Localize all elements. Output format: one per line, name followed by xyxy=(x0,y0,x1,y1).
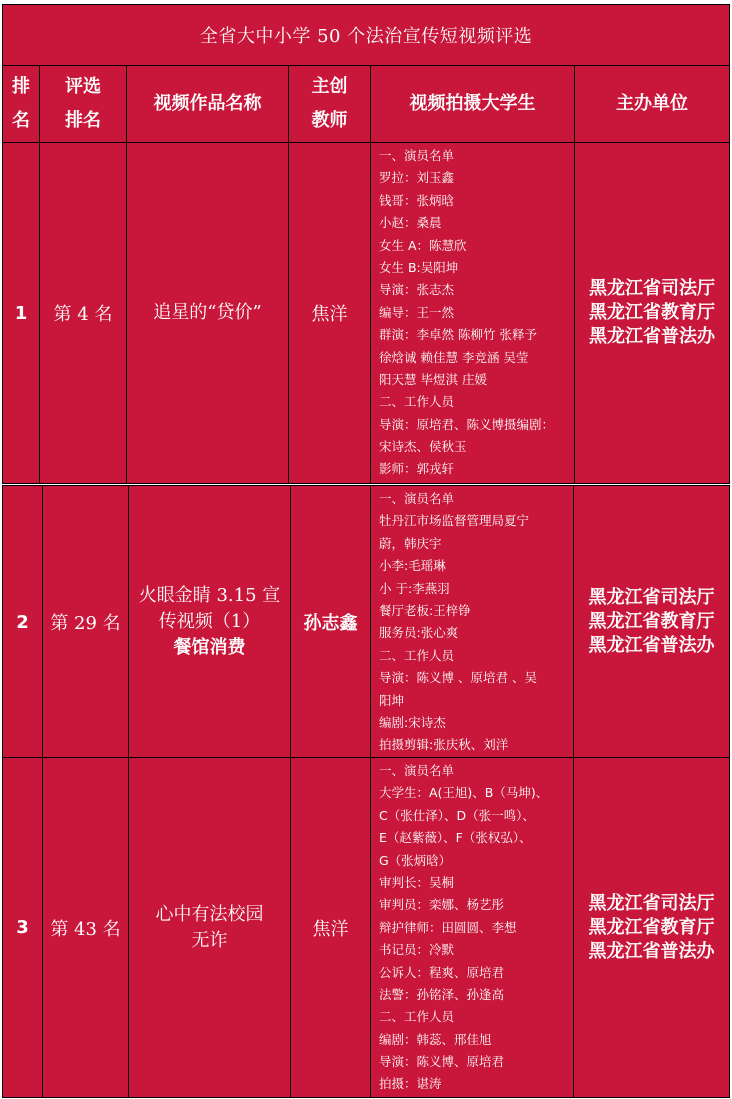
work-name-cell: 追星的“贷价” xyxy=(127,143,289,484)
crew-cell: 一、演员名单 大学生：A(王旭)、B（马坤)、 C（张仕泽）、D（张一鸣）、 E（赵紫薇）、F（张权弘）、 G（张炳晗） 审判长：吴桐 审判员：栾娜、杨艺彤 辩护律师：田圆圆、李想 书记员：冷默 公诉人：程爽、原培君 法警：孙铭泽、孙逢高 二、工作人员 编剧：韩蕊、邢佳旭 导演：陈义博、原培君 拍摄：谌涛 xyxy=(371,758,574,1098)
table-title: 全省大中小学 50 个法治宣传短视频评选 xyxy=(3,5,730,66)
table-section-1 xyxy=(2,4,729,484)
work-name-cell: 心中有法校园 无诈 xyxy=(129,758,291,1098)
header-teacher: 主创 教师 xyxy=(289,66,371,143)
table-row xyxy=(3,486,730,759)
teacher-cell: 焦洋 xyxy=(289,143,371,484)
selection-cell: 第 29 名 xyxy=(43,486,129,759)
header-rank: 排 名 xyxy=(3,66,40,143)
table-section-2 xyxy=(2,485,729,759)
table-row xyxy=(3,758,730,1098)
crew-cell: 一、演员名单 罗拉：刘玉鑫 钱哥：张炳晗 小赵：桑晨 女生 A：陈慧欣 女生 B:吴阳坤 导演：张志杰 编导：王一然 群演：李卓然 陈柳竹 张释予 徐焓诚 赖佳慧 李竞涵 吴莹 阳天慧 毕煜淇 庄媛 二、工作人员 导演：原培君、陈义博摄编剧： 宋诗杰、侯秋玉 影师：郭戎轩 xyxy=(371,143,575,484)
header-organizer: 主办单位 xyxy=(575,66,730,143)
teacher-cell: 焦洋 xyxy=(291,758,371,1098)
selection-cell: 第 4 名 xyxy=(40,143,127,484)
organizer-cell: 黑龙江省司法厅 黑龙江省教育厅 黑龙江省普法办 xyxy=(574,486,730,759)
crew-cell: 一、演员名单 牡丹江市场监督管理局夏宁 蔚，韩庆宇 小李:毛瑶琳 小 于:李燕羽 餐厅老板:王梓铮 服务员:张心爽 二、工作人员 导演：陈义博 、原培君 、吴 阳坤 编剧:宋诗杰 拍摄剪辑:张庆秋、刘洋 xyxy=(371,486,574,759)
header-work-name: 视频作品名称 xyxy=(127,66,289,143)
teacher-cell: 孙志鑫 xyxy=(291,486,371,759)
organizer-cell: 黑龙江省司法厅 黑龙江省教育厅 黑龙江省普法办 xyxy=(574,758,730,1098)
table-row xyxy=(3,143,730,484)
header-students: 视频拍摄大学生 xyxy=(371,66,575,143)
rank-cell: 3 xyxy=(3,758,43,1098)
award-table xyxy=(2,4,730,484)
rank-cell: 1 xyxy=(3,143,40,484)
header-row xyxy=(3,66,730,143)
selection-cell: 第 43 名 xyxy=(43,758,129,1098)
header-selection-rank: 评选 排名 xyxy=(40,66,127,143)
work-name-cell: 火眼金睛 3.15 宣 传视频（1） 餐馆消费 xyxy=(129,486,291,759)
rank-cell: 2 xyxy=(3,486,43,759)
organizer-cell: 黑龙江省司法厅 黑龙江省教育厅 黑龙江省普法办 xyxy=(575,143,730,484)
table-section-3 xyxy=(2,757,729,1098)
